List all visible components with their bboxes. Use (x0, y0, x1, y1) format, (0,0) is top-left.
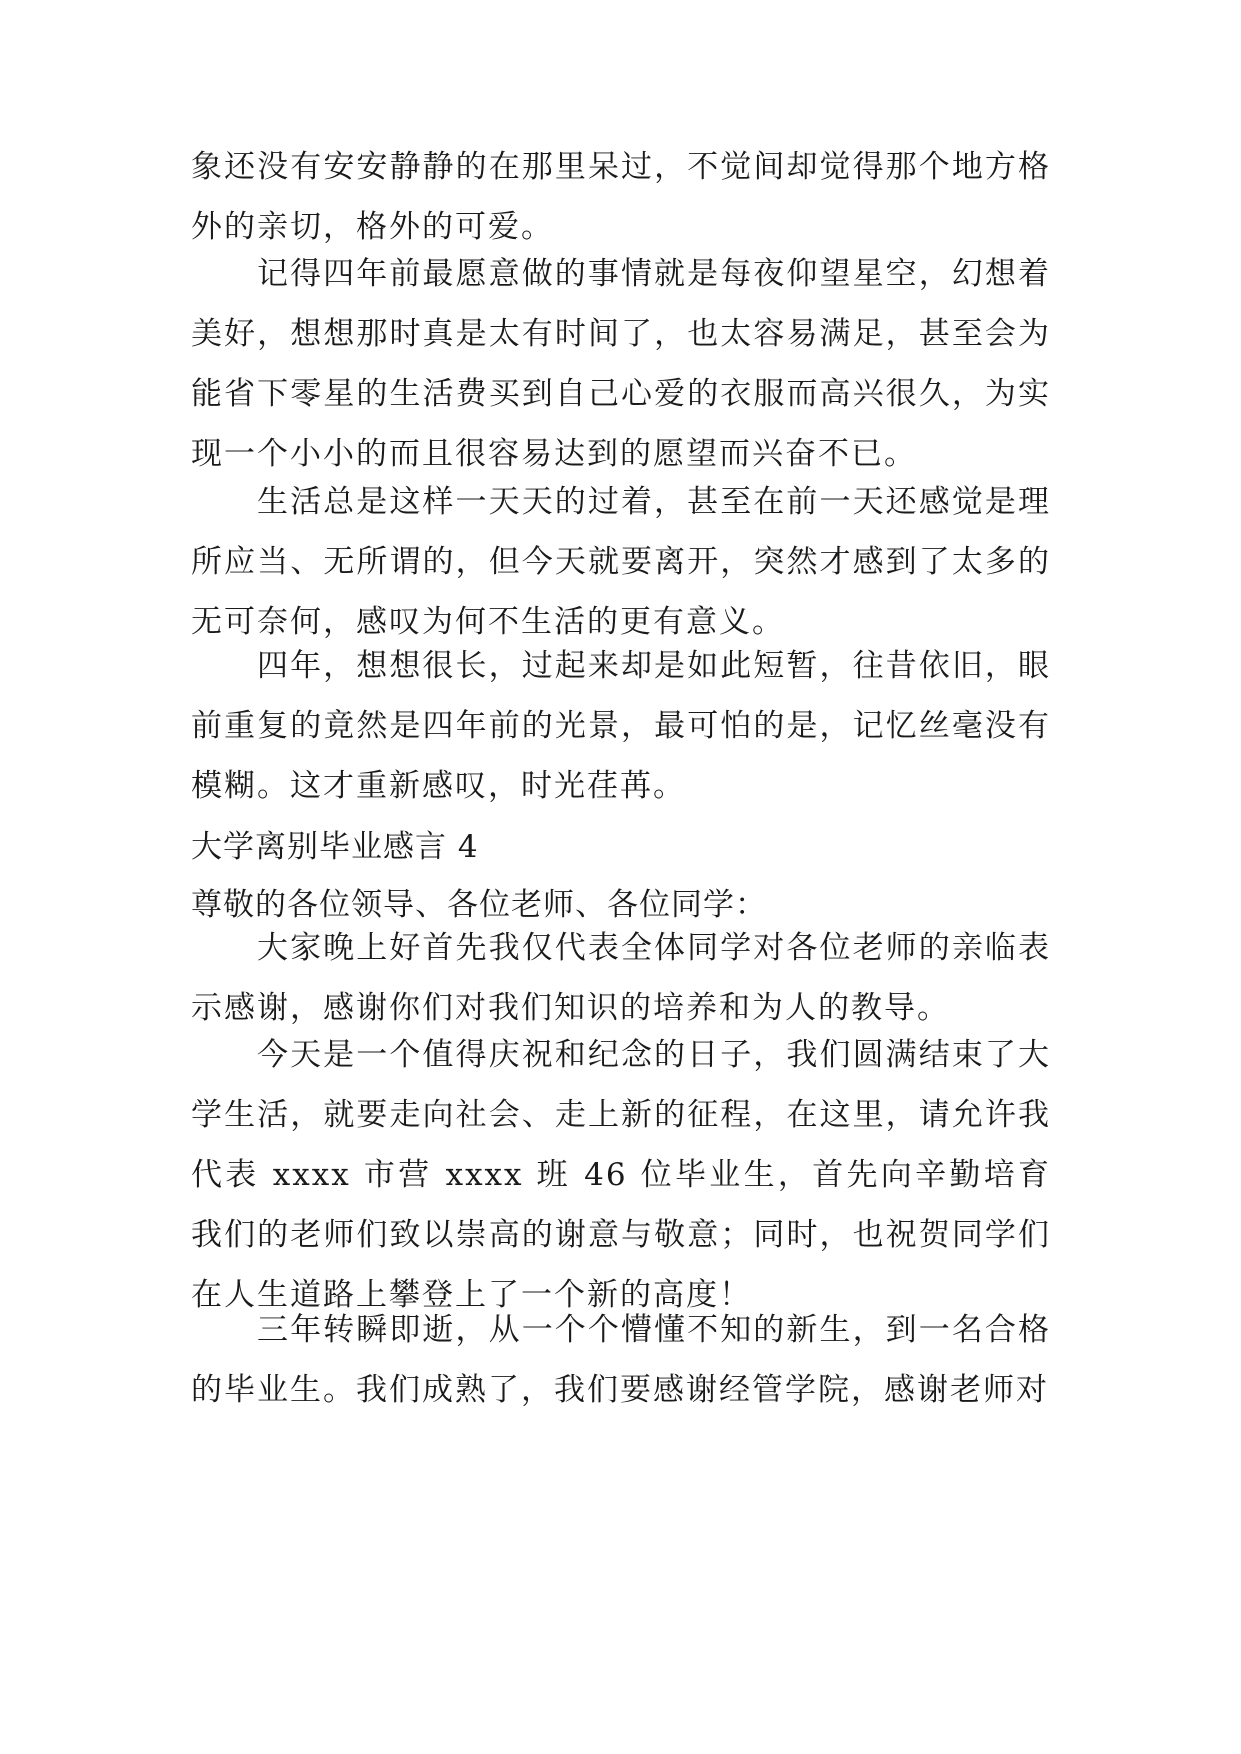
paragraph-thanks: 大家晚上好首先我仅代表全体同学对各位老师的亲临表示感谢，感谢你们对我们知识的培养和为人的教导。 (191, 930, 1051, 1026)
paragraph-celebration: 今天是一个值得庆祝和纪念的日子，我们圆满结束了大学生活，就要走向社会、走上新的征程，在这里，请允许我代表 xxxx 市营 xxxx 班 46 位毕业生，首先向辛勤培育我们的老师们致以崇高的谢意与敬意；同时，也祝贺同学们在人生道路上攀登上了一个新的高度！ (191, 1037, 1051, 1313)
paragraph-four-years: 四年，想想很长，过起来却是如此短暂，往昔依旧，眼前重复的竟然是四年前的光景，最可怕的是，记忆丝毫没有模糊。这才重新感叹，时光荏苒。 (191, 648, 1051, 804)
paragraph-stars: 记得四年前最愿意做的事情就是每夜仰望星空，幻想着美好，想想那时真是太有时间了，也太容易满足，甚至会为能省下零星的生活费买到自己心爱的衣服而高兴很久，为实现一个小小的而且很容易达到的愿望而兴奋不已。 (191, 256, 1051, 472)
paragraph-continuation: 象还没有安安静静的在那里呆过，不觉间却觉得那个地方格外的亲切，格外的可爱。 (191, 149, 1051, 245)
paragraph-three-years: 三年转瞬即逝，从一个个懵懂不知的新生，到一名合格的毕业生。我们成熟了，我们要感谢经管学院，感谢老师对 (191, 1312, 1051, 1408)
section-title: 大学离别毕业感言 4 (191, 829, 479, 865)
salutation: 尊敬的各位领导、各位老师、各位同学： (191, 887, 767, 923)
paragraph-life: 生活总是这样一天天的过着，甚至在前一天还感觉是理所应当、无所谓的，但今天就要离开，突然才感到了太多的无可奈何，感叹为何不生活的更有意义。 (191, 484, 1051, 640)
